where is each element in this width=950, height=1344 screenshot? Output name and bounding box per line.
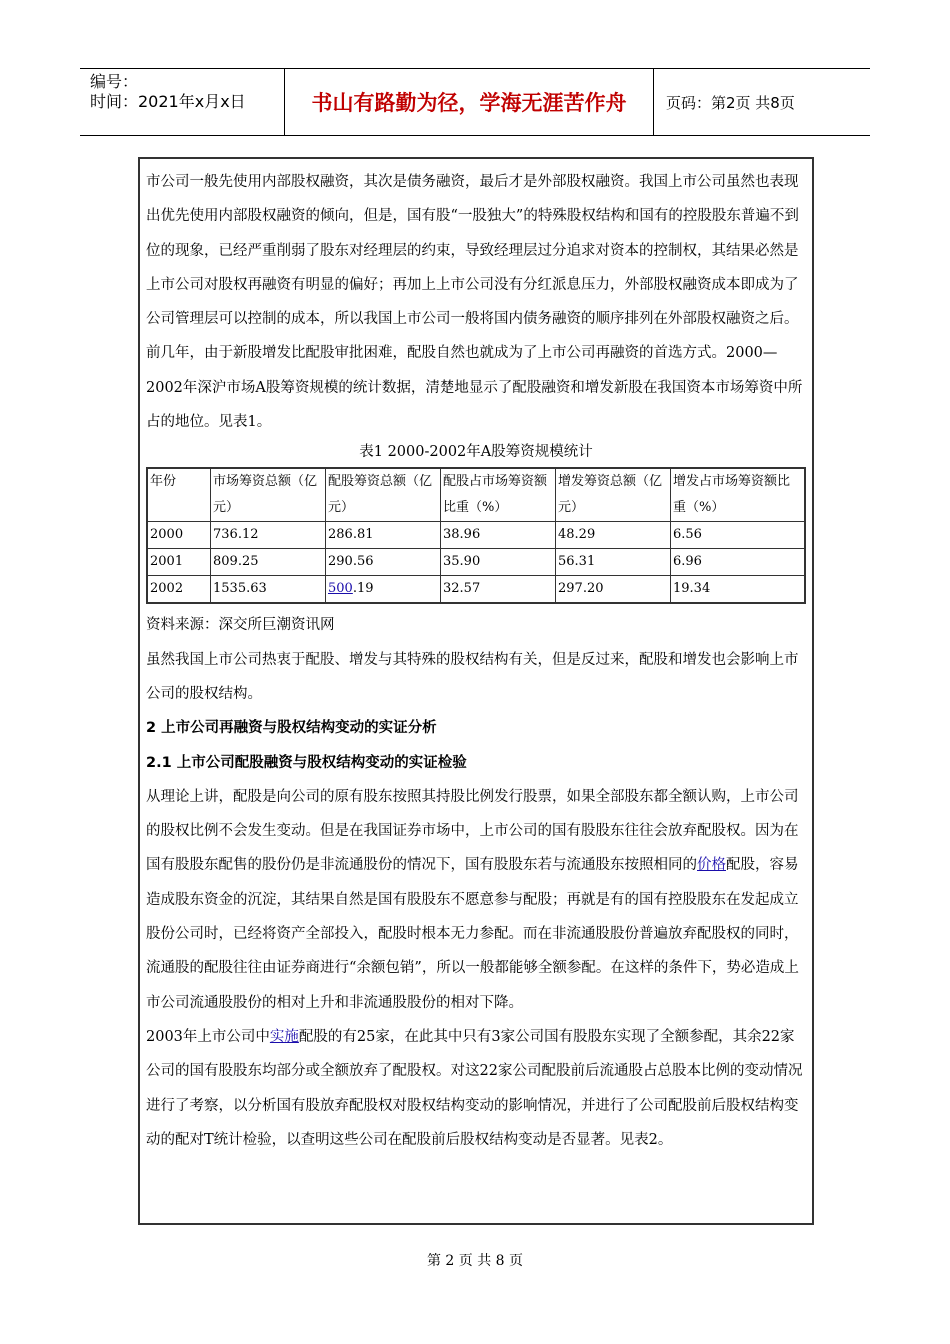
table1-header-cell: 市场筹资总额（亿元） <box>211 468 326 522</box>
table-cell: 48.29 <box>556 522 671 549</box>
table-cell <box>326 576 441 604</box>
document-body <box>146 165 806 1157</box>
table-cell: 2000 <box>147 522 211 549</box>
table1 <box>146 467 806 604</box>
header-meta <box>80 69 285 135</box>
table-cell: 2002 <box>147 576 211 604</box>
paragraph-4 <box>146 1020 806 1157</box>
value-500-link[interactable]: 500 <box>328 581 353 597</box>
table-cell: 736.12 <box>211 522 326 549</box>
table-row <box>147 549 805 576</box>
table-row <box>147 522 805 549</box>
table-cell: 56.31 <box>556 549 671 576</box>
table1-header-cell: 增发占市场筹资额比重（%） <box>671 468 806 522</box>
table1-caption: 表1 2000-2002年A股筹资规模统计 <box>359 444 593 461</box>
header-page-info: 页码：第2页 共8页 <box>666 93 795 112</box>
header-motto: 书山有路勤为径，学海无涯苦作舟 <box>285 69 654 135</box>
page-header <box>80 68 870 136</box>
paragraph-3-text-a: 从理论上讲，配股是向公司的原有股东按照其持股比例发行股票，如果全部股东都全额认购，上市公司的股权比例不会发生变动。但是在我国证券市场中，上市公司的国有股股东往往会放弃配股权。因为在国有股股东配售的股份仍是非流通股份的情况下，国有股股东若与流通股东按照相同的 <box>146 788 799 874</box>
value-fraction: .19 <box>352 581 374 597</box>
table-cell: 809.25 <box>211 549 326 576</box>
price-link[interactable]: 价格 <box>697 857 726 874</box>
table-cell: 38.96 <box>441 522 556 549</box>
table-cell: 32.57 <box>441 576 556 604</box>
content-frame <box>138 157 814 1225</box>
paragraph-1: 市公司一般先使用内部股权融资，其次是债务融资，最后才是外部股权融资。我国上市公司虽然也表现出优先使用内部股权融资的倾向，但是，国有股“一股独大”的特殊股权结构和国有的控股股东普遍不到位的现象，已经严重削弱了股东对经理层的约束，导致经理层过分追求对资本的控制权，其结果必然是上市公司对股权再融资有明显的偏好；再加上上市公司没有分红派息压力，外部股权融资成本即成为了公司管理层可以控制的成本，所以我国上市公司一般将国内债务融资的顺序排列在外部股权融资之后。前几年，由于新股增发比配股审批困难，配股自然也就成为了上市公司再融资的首选方式。2000—2002年深沪市场A股筹资规模的统计数据，清楚地显示了配股融资和增发新股在我国资本市场筹资中所占的地位。见表1。 <box>146 174 803 431</box>
table1-header-cell: 配股占市场筹资额比重（%） <box>441 468 556 522</box>
table-cell: 6.96 <box>671 549 806 576</box>
table1-header-cell: 年份 <box>147 468 211 522</box>
paragraph-3-text-b: 配股，容易造成股东资金的沉淀，其结果自然是国有股股东不愿意参与配股；再就是有的国有控股股东在发起成立股份公司时，已经将资产全部投入，配股时根本无力参配。而在非流通股股份普遍放弃配股权的同时，流通股的配股往往由证券商进行“余额包销”，所以一般都能够全额参配。在这样的条件下，势必造成上市公司流通股股份的相对上升和非流通股股份的相对下降。 <box>146 857 799 1011</box>
table-row <box>147 576 805 604</box>
table1-header-cell: 配股筹资总额（亿元） <box>326 468 441 522</box>
table-cell: 297.20 <box>556 576 671 604</box>
table-cell: 35.90 <box>441 549 556 576</box>
section-heading-2: 2 上市公司再融资与股权结构变动的实证分析 <box>146 720 437 737</box>
paragraph-4-text-b: 配股的有25家，在此其中只有3家公司国有股股东实现了全额参配，其余22家公司的国有股股东均部分或全额放弃了配股权。对这22家公司配股前后流通股占总股本比例的变动情况进行了考察，以分析国有股放弃配股权对股权结构变动的影响情况，并进行了公司配股前后股权结构变动的配对T统计检验，以查明这些公司在配股前后股权结构变动是否显著。见表2。 <box>146 1028 803 1148</box>
table1-header-cell: 增发筹资总额（亿元） <box>556 468 671 522</box>
table-cell: 286.81 <box>326 522 441 549</box>
table-cell: 19.34 <box>671 576 806 604</box>
paragraph-4-text-a: 2003年上市公司中 <box>146 1028 270 1045</box>
table-cell: 6.56 <box>671 522 806 549</box>
header-date-label: 时间：2021年x月x日 <box>90 92 246 111</box>
implement-link[interactable]: 实施 <box>269 1028 299 1045</box>
table-cell: 2001 <box>147 549 211 576</box>
table-cell: 1535.63 <box>211 576 326 604</box>
header-code-label: 编号： <box>90 72 139 91</box>
paragraph-3 <box>146 780 806 1020</box>
source-note: 资料来源：深交所巨潮资讯网 <box>146 617 335 634</box>
page-footer: 第 2 页 共 8 页 <box>426 1253 524 1269</box>
section-heading-2-1: 2.1 上市公司配股融资与股权结构变动的实证检验 <box>146 754 467 771</box>
table1-header-row <box>147 468 805 522</box>
paragraph-2: 虽然我国上市公司热衷于配股、增发与其特殊的股权结构有关，但是反过来，配股和增发也会影响上市公司的股权结构。 <box>146 651 799 702</box>
table-cell: 290.56 <box>326 549 441 576</box>
